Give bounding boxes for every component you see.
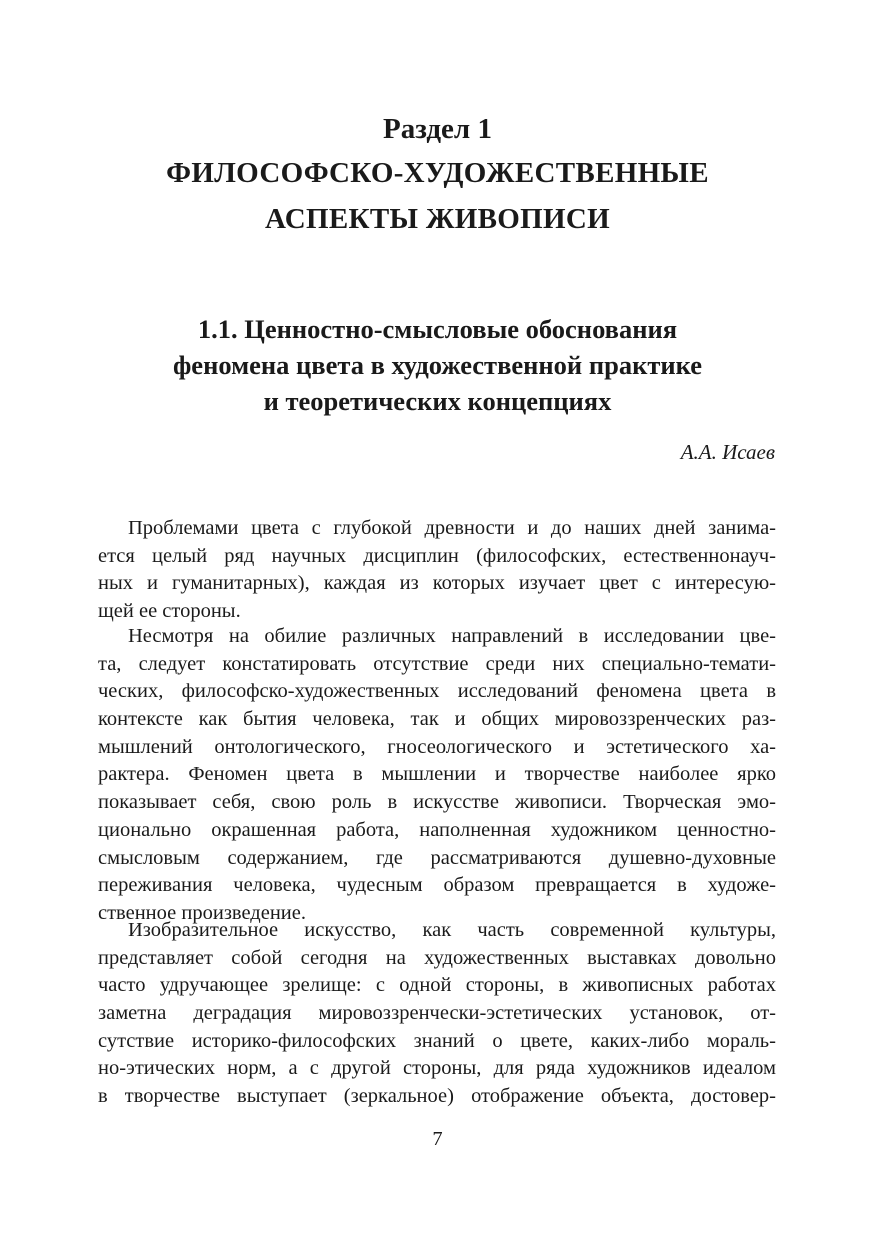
text-line: смысловым содержанием, где рассматриваются душевно-духовные	[98, 846, 776, 869]
text-line: ционально окрашенная работа, наполненная художником ценностно-	[98, 818, 776, 841]
text-line: в творчестве выступает (зеркальное) отображение объекта, достовер-	[98, 1085, 776, 1108]
paragraph	[98, 917, 776, 1111]
text-line: ных и гуманитарных), каждая из которых изучает цвет с интересую-	[98, 572, 776, 595]
text-line: Проблемами цвета с глубокой древности и до наших дней занима-	[128, 517, 776, 539]
text-line: Несмотря на обилие различных направлений в исследовании цве-	[128, 625, 776, 647]
text-line: показывает себя, свою роль в искусстве живописи. Творческая эмо-	[98, 791, 776, 814]
text-line: щей ее стороны.	[98, 600, 241, 623]
text-line: контексте как бытия человека, так и общих мировоззренческих раз-	[98, 708, 776, 731]
text-line: ется целый ряд научных дисциплин (философских, естественнонауч-	[98, 544, 776, 567]
paragraph	[98, 515, 776, 626]
section-title	[60, 150, 815, 242]
text-line: сутствие историко-философских знаний о цвете, каких-либо мораль-	[98, 1029, 776, 1052]
page-number: 7	[432, 1128, 443, 1150]
text-line: но-этических норм, а с другой стороны, для ряда художников идеалом	[98, 1057, 776, 1080]
section-title-line: ФИЛОСОФСКО-ХУДОЖЕСТВЕННЫЕ	[166, 157, 709, 189]
text-line: ческих, философско-художественных исследований феномена цвета в	[98, 680, 776, 703]
paragraph	[98, 623, 776, 928]
text-line: рактера. Феномен цвета в мышлении и творчестве наиболее ярко	[98, 763, 776, 786]
chapter-title-line: 1.1. Ценностно-смысловые обоснования	[197, 314, 678, 344]
chapter-title	[60, 311, 815, 419]
text-line: Изобразительное искусство, как часть современной культуры,	[128, 919, 776, 941]
section-label: Раздел 1	[383, 113, 492, 145]
author-name: А.А. Исаев	[680, 440, 775, 464]
chapter-title-line: феномена цвета в художественной практике	[172, 350, 703, 380]
text-line: ственное произведение.	[98, 901, 307, 924]
text-line: заметна деградация мировоззренчески-эстетических установок, от-	[98, 1002, 776, 1025]
section-title-line: АСПЕКТЫ ЖИВОПИСИ	[265, 203, 610, 235]
text-line: мышлений онтологического, гносеологического и эстетического ха-	[98, 735, 776, 758]
text-line: часто удручающее зрелище: с одной стороны, в живописных работах	[98, 974, 776, 997]
text-line: представляет собой сегодня на художественных выставках довольно	[98, 946, 776, 969]
text-line: та, следует констатировать отсутствие среди них специально-темати-	[98, 652, 776, 675]
chapter-title-line: и теоретических концепциях	[263, 386, 612, 416]
text-line: переживания человека, чудесным образом превращается в художе-	[98, 874, 776, 897]
